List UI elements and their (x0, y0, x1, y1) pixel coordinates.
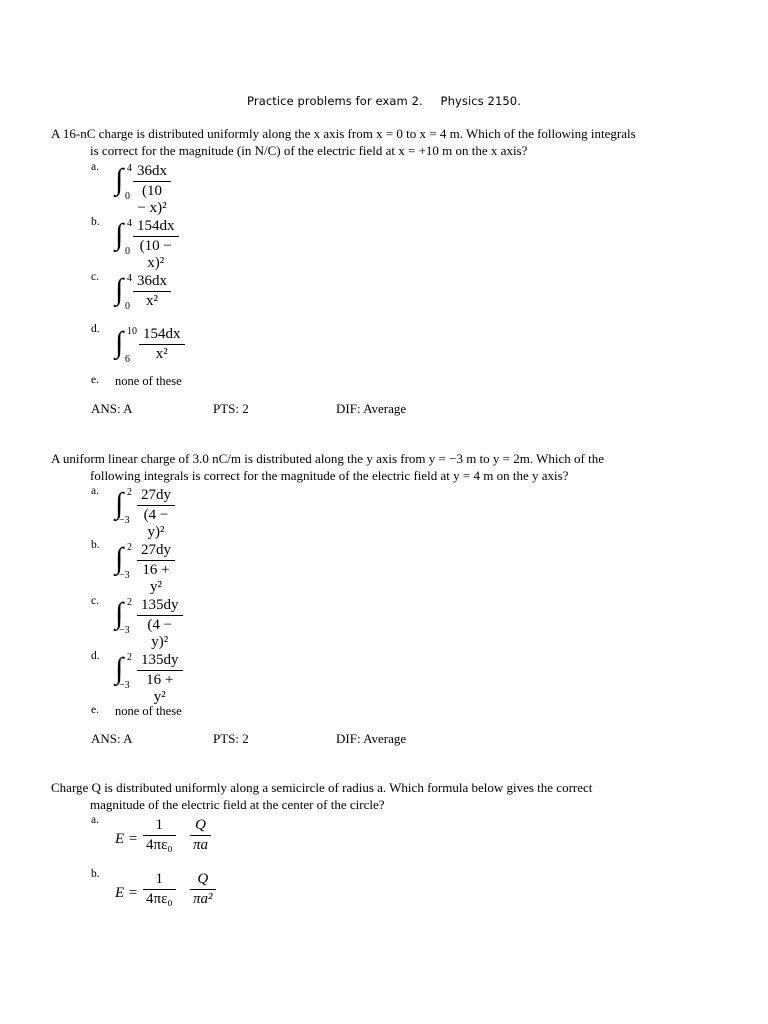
formula-lhs: E = (115, 831, 139, 847)
question-stem (51, 779, 691, 813)
question-1 (51, 125, 691, 416)
stem-line-1: Charge Q is distributed uniformly along a semicircle of radius a. Which formula below gives the correct (51, 780, 593, 795)
option-label-c: c. (91, 595, 99, 607)
fraction-bar (133, 236, 179, 237)
option-label-e: e. (91, 704, 99, 716)
stem-line-2: is correct for the magnitude (in N/C) of the electric field at x = +10 m on the x axis? (90, 143, 528, 158)
fraction (137, 652, 183, 706)
numerator: Q (197, 871, 209, 887)
numerator: 154dx (143, 326, 181, 342)
title-left: Practice problems for exam 2. (247, 94, 423, 108)
fraction (137, 542, 175, 596)
integral-sign: ∫ (115, 163, 124, 196)
option-label-a: a. (91, 161, 99, 173)
fraction-bar (190, 835, 211, 836)
option-label-b: b. (91, 868, 100, 880)
fraction-bar (137, 670, 183, 671)
denominator: 16 + y² (142, 562, 170, 595)
denominator: (10 − x)² (139, 238, 172, 271)
upper-limit: 2 (127, 652, 132, 663)
option-label-d: d. (91, 650, 100, 662)
upper-limit: 4 (127, 163, 132, 174)
lower-limit: 6 (125, 354, 130, 365)
answer-key: ANS: A (91, 731, 133, 746)
fraction-bar (133, 181, 171, 182)
lower-limit: −3 (119, 625, 130, 636)
integral-sign: ∫ (115, 326, 124, 359)
fraction (133, 163, 171, 217)
option-label-d: d. (91, 323, 100, 335)
fraction-bar (133, 291, 171, 292)
denominator: x² (146, 293, 158, 309)
option-label-e: e. (91, 374, 99, 386)
denominator: 4πε₀ (146, 891, 173, 907)
numerator: 27dy (141, 542, 171, 558)
stem-line-1: A uniform linear charge of 3.0 nC/m is distributed along the y axis from y = −3 m to y = 2m. Which of the (51, 451, 604, 466)
formula-lhs: E = (115, 885, 139, 901)
numerator: 36dx (137, 273, 167, 289)
answer-key: ANS: A (91, 401, 133, 416)
upper-limit: 4 (127, 218, 132, 229)
points: PTS: 2 (213, 731, 249, 746)
fraction (139, 326, 185, 363)
option-e-text: none of these (115, 704, 182, 718)
numerator: 27dy (141, 487, 171, 503)
option-label-a: a. (91, 814, 99, 826)
fraction-bar (143, 889, 176, 890)
stem-line-2: following integrals is correct for the magnitude of the electric field at y = 4 m on the y axis? (90, 468, 569, 483)
numerator: 1 (155, 871, 164, 887)
lower-limit: 0 (125, 191, 130, 202)
fraction-constant (143, 871, 176, 908)
question-stem (51, 450, 691, 484)
question-stem (51, 125, 691, 159)
option-e-text: none of these (115, 374, 182, 388)
fraction (137, 597, 183, 651)
lower-limit: 0 (125, 301, 130, 312)
numerator: 1 (155, 817, 164, 833)
option-label-a: a. (91, 485, 99, 497)
difficulty: DIF: Average (336, 401, 407, 416)
fraction (133, 273, 171, 310)
fraction-bar (137, 505, 175, 506)
fraction (133, 218, 179, 272)
upper-limit: 10 (127, 326, 137, 337)
fraction-bar (137, 560, 175, 561)
integral-sign: ∫ (115, 218, 124, 251)
denominator: x² (155, 346, 168, 362)
option-label-b: b. (91, 216, 100, 228)
denominator: (4 − y)² (147, 617, 173, 650)
lower-limit: −3 (119, 680, 130, 691)
lower-limit: −3 (119, 570, 130, 581)
denominator: 4πε₀ (146, 837, 173, 853)
fraction-bar (190, 889, 216, 890)
integral-sign: ∫ (115, 652, 124, 685)
denominator: πa (193, 837, 209, 853)
denominator: 16 + y² (146, 672, 174, 705)
numerator: Q (195, 817, 206, 833)
numerator: 135dy (141, 597, 179, 613)
stem-line-2: magnitude of the electric field at the center of the circle? (90, 797, 385, 812)
denominator: (4 − y)² (143, 507, 169, 540)
fraction-constant (143, 817, 176, 854)
lower-limit: 0 (125, 246, 130, 257)
denominator: (10 − x)² (137, 183, 167, 216)
integral-sign: ∫ (115, 597, 124, 630)
fraction-bar (139, 344, 185, 345)
option-label-b: b. (91, 539, 100, 551)
numerator: 135dy (141, 652, 179, 668)
upper-limit: 2 (127, 597, 132, 608)
integral-sign: ∫ (115, 487, 124, 520)
question-3 (51, 779, 691, 907)
fraction-bar (143, 835, 176, 836)
upper-limit: 2 (127, 487, 132, 498)
fraction-bar (137, 615, 183, 616)
fraction-charge (190, 817, 211, 854)
upper-limit: 2 (127, 542, 132, 553)
integral-sign: ∫ (115, 273, 124, 306)
numerator: 154dx (137, 218, 175, 234)
numerator: 36dx (137, 163, 167, 179)
title-right: Physics 2150. (440, 94, 521, 108)
integral-sign: ∫ (115, 542, 124, 575)
upper-limit: 4 (127, 273, 132, 284)
option-label-c: c. (91, 271, 99, 283)
difficulty: DIF: Average (336, 731, 407, 746)
stem-line-1: A 16-nC charge is distributed uniformly along the x axis from x = 0 to x = 4 m. Which of the following integrals (51, 126, 636, 141)
fraction-charge (190, 871, 216, 908)
denominator: πa² (193, 891, 213, 907)
points: PTS: 2 (213, 401, 249, 416)
page-title (0, 94, 768, 108)
lower-limit: −3 (119, 515, 130, 526)
fraction (137, 487, 175, 541)
question-2 (51, 450, 691, 746)
